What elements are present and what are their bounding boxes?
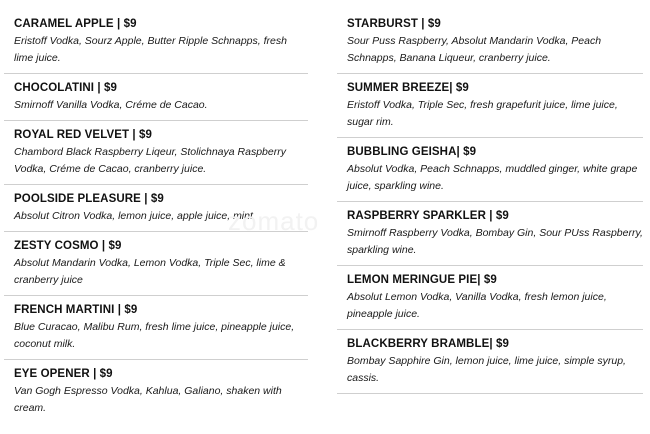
menu-item-description: Sour Puss Raspberry, Absolut Mandarin Vodka, Peach Schnapps, Banana Liqueur, cranberry juice.	[347, 35, 602, 64]
menu-item-description: Blue Curacao, Malibu Rum, fresh lime juice, pineapple juice, coconut milk.	[14, 321, 295, 350]
menu-item-description: Absolut Lemon Vodka, Vanilla Vodka, fresh lemon juice, pineapple juice.	[347, 291, 607, 320]
menu-item-title: ZESTY COSMO | $9	[14, 240, 122, 252]
menu-item-description: Eristoff Vodka, Sourz Apple, Butter Ripple Schnapps, fresh lime juice.	[14, 35, 287, 64]
menu-item	[337, 266, 643, 330]
menu-item	[4, 121, 308, 185]
menu-item	[4, 360, 308, 423]
menu-column-left	[4, 12, 308, 423]
menu-item	[4, 12, 308, 74]
menu-item-description: Chambord Black Raspberry Liqeur, Stolichnaya Raspberry Vodka, Créme de Cacao, cranberry juice.	[14, 146, 286, 175]
menu-item	[337, 74, 643, 138]
menu-item-title: BLACKBERRY BRAMBLE| $9	[347, 338, 509, 350]
menu-item	[337, 202, 643, 266]
menu-item-description: Absolut Vodka, Peach Schnapps, muddled ginger, white grape juice, sparkling wine.	[347, 163, 638, 192]
menu-item-title: LEMON MERINGUE PIE| $9	[347, 274, 497, 286]
menu-item-title: STARBURST | $9	[347, 18, 441, 30]
menu-item	[4, 232, 308, 296]
menu-item	[4, 185, 308, 232]
menu-item-title: FRENCH MARTINI | $9	[14, 304, 138, 316]
menu-column-right	[337, 12, 643, 394]
menu-item-description: Absolut Citron Vodka, lemon juice, apple juice, mint	[14, 210, 253, 222]
menu-item-title: POOLSIDE PLEASURE | $9	[14, 193, 164, 205]
menu-item-title: RASPBERRY SPARKLER | $9	[347, 210, 509, 222]
menu-item-title: CARAMEL APPLE | $9	[14, 18, 137, 30]
menu-item	[4, 296, 308, 360]
menu-item-title: SUMMER BREEZE| $9	[347, 82, 469, 94]
menu-item-description: Van Gogh Espresso Vodka, Kahlua, Galiano, shaken with cream.	[14, 385, 282, 414]
menu-item	[337, 12, 643, 74]
menu-item-description: Eristoff Vodka, Triple Sec, fresh grapefurit juice, lime juice, sugar rim.	[347, 99, 618, 128]
menu-item-title: BUBBLING GEISHA| $9	[347, 146, 477, 158]
menu-item-title: EYE OPENER | $9	[14, 368, 113, 380]
watermark-logo: zomato	[228, 206, 320, 236]
menu-item-description: Bombay Sapphire Gin, lemon juice, lime juice, simple syrup, cassis.	[347, 355, 626, 384]
menu-item-title: ROYAL RED VELVET | $9	[14, 129, 153, 141]
menu-item-description: Smirnoff Raspberry Vodka, Bombay Gin, Sour PUss Raspberry, sparkling wine.	[347, 227, 643, 256]
menu-item-title: CHOCOLATINI | $9	[14, 82, 117, 94]
menu-item-description: Absolut Mandarin Vodka, Lemon Vodka, Triple Sec, lime & cranberry juice	[14, 257, 286, 286]
menu-item-description: Smirnoff Vanilla Vodka, Créme de Cacao.	[14, 99, 208, 111]
menu-item	[4, 74, 308, 121]
menu-item	[337, 330, 643, 394]
menu-item	[337, 138, 643, 202]
